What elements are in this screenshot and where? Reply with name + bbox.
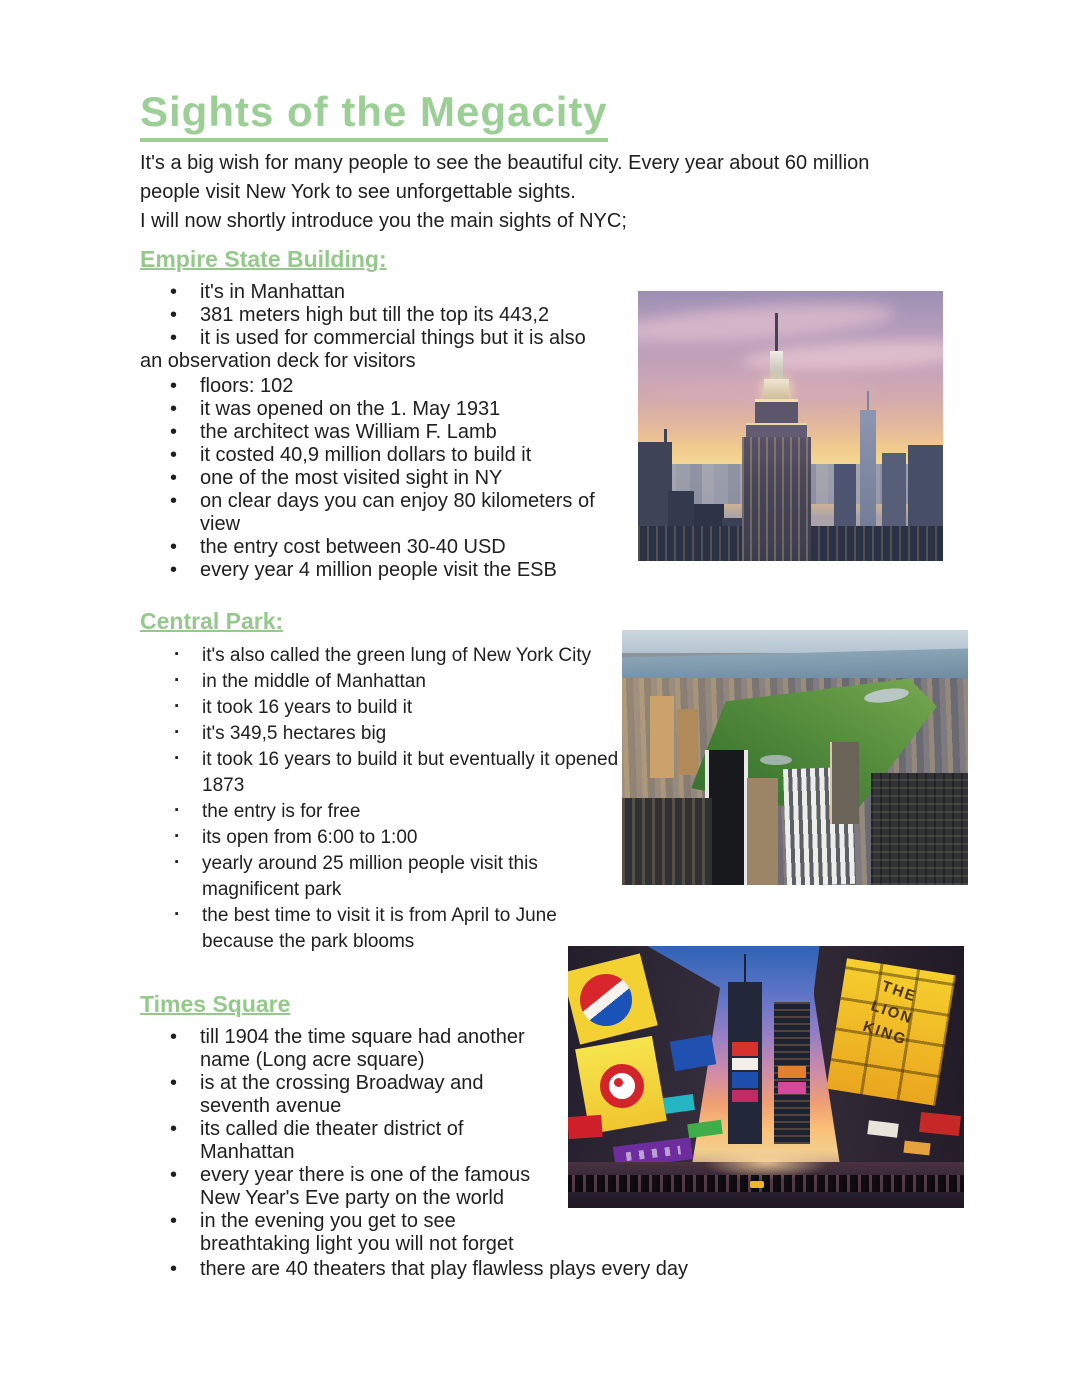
bullet-item: · it's 349,5 hectares big [140,721,622,747]
esb-antenna [775,313,778,353]
bullet-item: • it was opened on the 1. May 1931 [140,398,620,421]
empire-continuation-line: an observation deck for visitors [140,350,416,373]
tan-tower [747,778,778,885]
bullet-item: • it is used for commercial things but it is also [140,327,620,350]
section-heading-empire-state-building: Empire State Building: [140,246,387,273]
building-antenna [664,429,667,445]
bullet-item: · it's also called the green lung of New York City [140,643,622,669]
target-ring-center [614,1078,623,1087]
bullet-item: • the entry cost between 30-40 USD [140,536,620,559]
target-ring-sign [600,1064,644,1108]
bullet-item: · it took 16 years to build it [140,695,622,721]
bullet-item: · its open from 6:00 to 1:00 [140,825,622,851]
bullet-item: • on clear days you can enjoy 80 kilometers of view [140,490,620,536]
bullet-item: • one of the most visited sight in NY [140,467,620,490]
times-square-bullet-list [140,1026,540,1256]
city-grid-east-side [871,773,968,885]
bullet-item: · in the middle of Manhattan [140,669,622,695]
amber-sign [903,1141,930,1156]
tower-antenna [744,954,746,982]
esb-tower-shaft [742,437,811,561]
bullet-item: • its called die theater district of Manhattan [140,1118,540,1164]
intro-paragraph-2: I will now shortly introduce you the main sights of NYC; [140,210,627,233]
section-heading-times-square: Times Square [140,991,291,1018]
red-neon-sign [568,1115,603,1139]
sunlit-tower [677,709,698,775]
bullet-item: • every year there is one of the famous New Year's Eve party on the world [140,1164,540,1210]
bullet-item: • it costed 40,9 million dollars to build it [140,444,620,467]
empire-bullet-list-2 [140,375,620,582]
times-square-bullet-list-2 [140,1258,860,1281]
central-park-bullet-list [140,643,622,955]
bullet-item: • every year 4 million people visit the ESB [140,559,620,582]
led-sign [732,1058,758,1070]
empire-bullet-list [140,281,620,350]
bullet-item: • till 1904 the time square had another name (Long acre square) [140,1026,540,1072]
yellow-taxi [750,1181,764,1188]
one-wtc-spire [867,391,869,410]
bullet-item: · yearly around 25 million people visit this magnificent park [140,851,622,903]
page-title [140,88,1040,142]
bullet-item: · the entry is for free [140,799,622,825]
bullet-item: • the architect was William F. Lamb [140,421,620,444]
bullet-item: • is at the crossing Broadway and seventh avenue [140,1072,540,1118]
bullet-item: • 381 meters high but till the top its 443,2 [140,304,620,327]
bullet-item: · it took 16 years to build it but eventually it opened 1873 [140,747,622,799]
led-sign [732,1072,758,1088]
esb-lit-crown [764,379,789,401]
pedestrian-crowd [568,1175,964,1192]
sunlit-tower [650,696,674,778]
led-sign [778,1082,806,1094]
section-heading-central-park: Central Park: [140,608,284,635]
bullet-item: · the best time to visit it is from April to June because the park blooms [140,903,622,955]
led-sign [778,1066,806,1078]
led-sign [732,1090,758,1102]
intro-paragraph: It's a big wish for many people to see the beautiful city. Every year about 60 million people visit New York to see unforgettable sights. [140,152,870,204]
red-neon-sign [919,1112,961,1136]
park-pond [760,755,791,765]
esb-mast [770,351,783,381]
lion-king-billboard-text: THE LION KING [860,977,920,1049]
bullet-item: • floors: 102 [140,375,620,398]
page-title-text: Sights of the Megacity [140,88,608,142]
lion-king-billboard [826,958,955,1106]
foreground-buildings [622,798,712,885]
bullet-item: • in the evening you get to see breathtaking light you will not forget [140,1210,540,1256]
central-park-photo [622,630,968,885]
bullet-item: • it's in Manhattan [140,281,620,304]
empire-state-building-photo [638,291,943,561]
bullet-item: • there are 40 theaters that play flawless plays every day [140,1258,860,1281]
led-sign [732,1042,758,1056]
midtown-tower [830,742,860,824]
times-square-photo [568,946,964,1208]
